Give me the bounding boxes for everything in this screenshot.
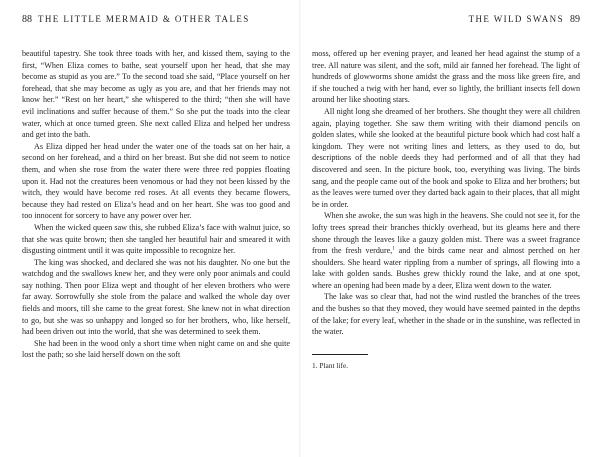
paragraph: The lake was so clear that, had not the wind rustled the branches of the trees and the bushes so that they moved, they would have seemed painted in the depths of the lake; for every leaf, whether in the shade or in the sunshine, was reflected in the water. xyxy=(312,292,580,337)
paragraph: All night long she dreamed of her brothers. She thought they were all children again, playing together. She saw them writing with their diamond pencils on golden slates, while she looked at the beautiful picture book which had cost half a kingdom. They were not writing lines and letters, as they used to do, but descriptions of the noble deeds they had performed and of all that they had discovered and seen. In the picture book, too, everything was living. The birds sang, and the people came out of the book and spoke to Eliza and her brothers; but as the leaves were turned over they darted back again to their places, that all might be in order. xyxy=(312,106,580,209)
paragraph-text: When she awoke, the sun was high in the heavens. She could not see it, for the lofty trees spread their branches thickly overhead, but its gleams here and there shone through the leaves like a gauzy golden mist. There was a sweet fragrance from the fresh verdure, xyxy=(312,211,580,256)
page-number: 89 xyxy=(570,14,580,25)
paragraph: moss, offered up her evening prayer, and leaned her head against the stump of a tree. All nature was silent, and the soft, mild air fanned her forehead. The light of hundreds of glowworms shone amidst the grass and the moss like green fire, and if she touched a twig with her hand, ever so lightly, the brilliant insects fell down around her like shooting stars. xyxy=(312,49,580,105)
footnote-marker: 1 xyxy=(392,246,395,252)
running-title: THE WILD SWANS xyxy=(468,14,564,24)
paragraph: As Eliza dipped her head under the water one of the toads sat on her hair, a second on her forehead, and a third on her breast. But she did not seem to notice them, and when she rose from the water there were three red poppies floating upon it. Had not the creatures been venomous or had they not been kissed by the witch, they would have become red roses. At all events they became flowers, because they had rested on Eliza’s head and on her heart. She was too good and too innocent for sorcery to have any power over her. xyxy=(22,141,290,221)
paragraph: The king was shocked, and declared she was not his daughter. No one but the watchdog and the swallows knew her, and they were only poor animals and could say nothing. Then poor Eliza wept and thought of her eleven brothers who were far away. Sorrowfully she stole from the palace and walked the whole day over fields and moors, till she came to the great forest. She knew not in what direction to go, but she was so unhappy and longed so for her brothers, who, like herself, had been driven out into the world, that she was determined to seek them. xyxy=(22,257,290,337)
footnote-divider xyxy=(312,354,368,355)
left-page-header xyxy=(22,14,290,32)
paragraph: When the wicked queen saw this, she rubbed Eliza’s face with walnut juice, so that she was quite brown; then she tangled her beautiful hair and smeared it with disgusting ointment until it was quite impossible to recognize her. xyxy=(22,222,290,256)
right-page xyxy=(300,0,600,457)
right-page-header xyxy=(312,14,580,32)
paragraph: beautiful tapestry. She took three toads with her, and kissed them, saying to the first, “When Eliza comes to bathe, seat yourself upon her head, that she may become as stupid as you are.” To the second toad she said, “Place yourself on her forehead, that she may become as ugly as you are, and that her friends may not know her.” “Rest on her heart,” she whispered to the third; “then she will have evil inclinations and suffer because of them.” So she put the toads into the clear water, which at once turned green. She next called Eliza and helped her undress and get into the bath. xyxy=(22,49,290,140)
running-title: THE LITTLE MERMAID & OTHER TALES xyxy=(38,14,250,24)
paragraph: She had been in the wood only a short time when night came on and she quite lost the path; so she laid herself down on the soft xyxy=(22,338,290,360)
left-page-body xyxy=(22,48,290,361)
right-page-body xyxy=(312,48,580,338)
page-number: 88 xyxy=(22,14,32,25)
paragraph xyxy=(312,210,580,291)
paragraph-text: and the birds came near and almost perched on her shoulders. She heard water rippling from a number of springs, all flowing into a lake with golden sands. Bushes grew thickly round the lake, and at one spot, where an opening had been made by a deer, Eliza went down to the water. xyxy=(312,246,580,290)
footnote: 1. Plant life. xyxy=(312,360,349,370)
